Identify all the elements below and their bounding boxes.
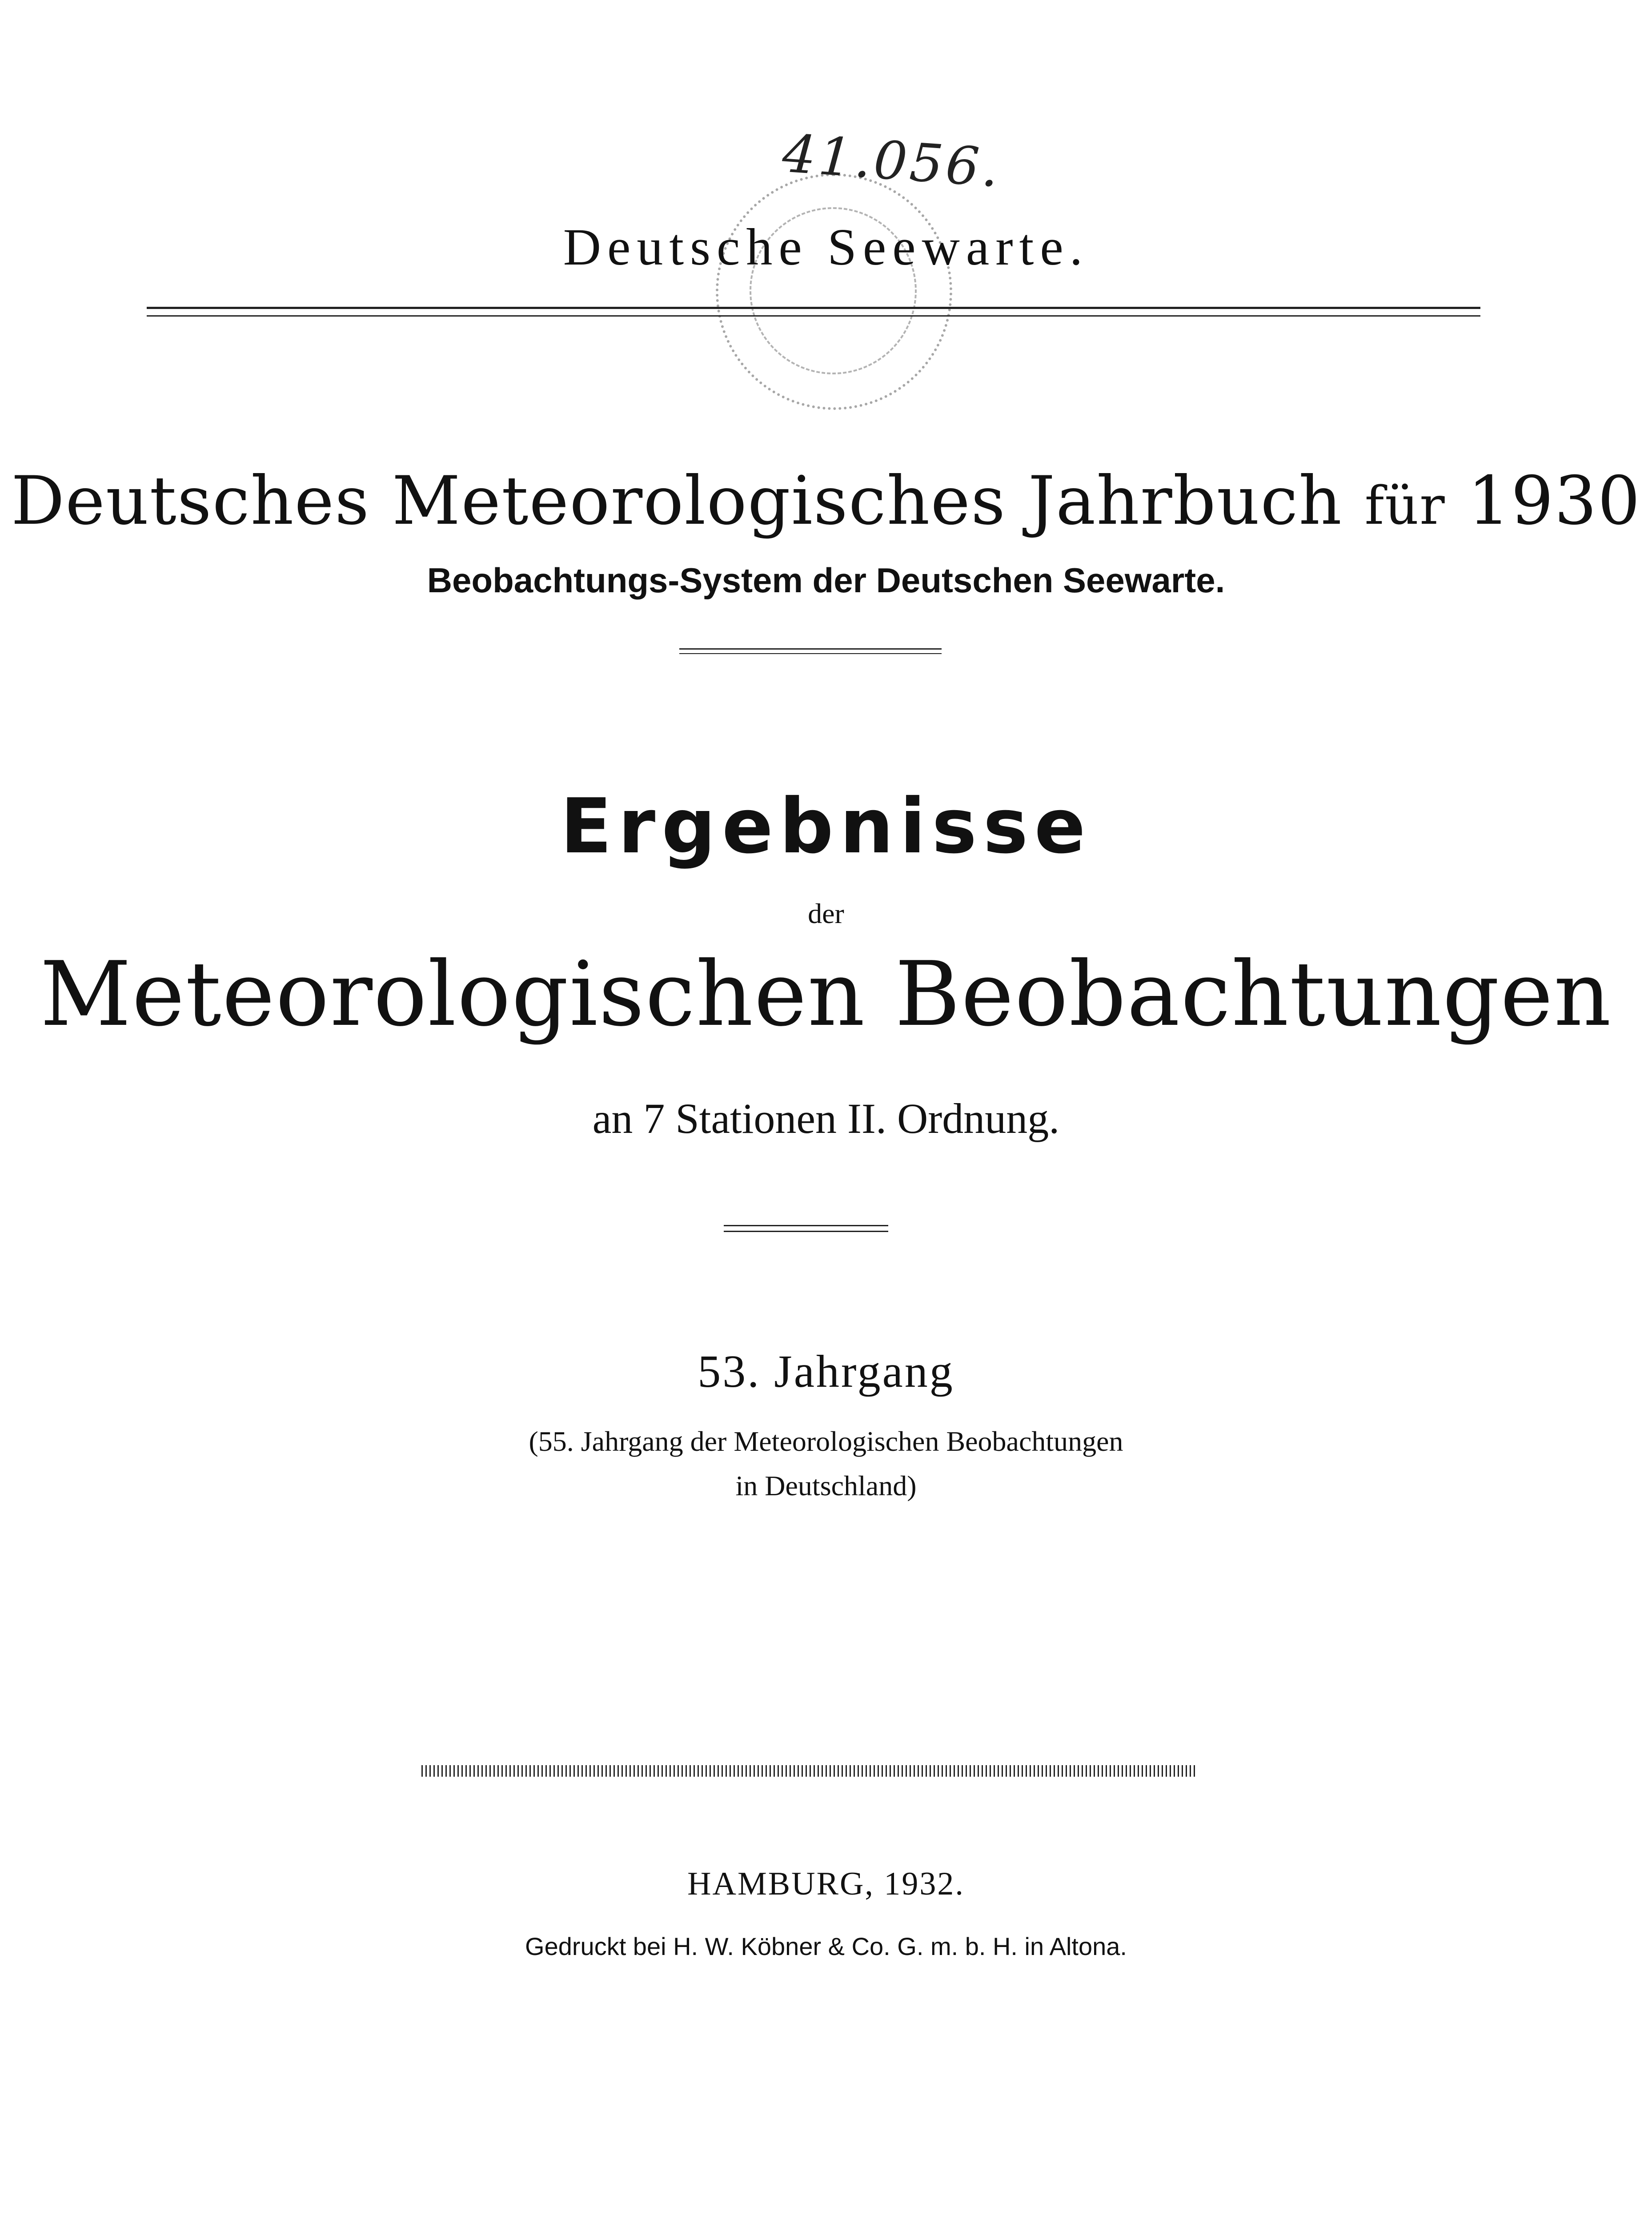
divider-rule-2 [724,1225,888,1232]
divider-rule-1 [679,648,942,654]
edition-note-line1: (55. Jahrgang der Meteorologischen Beobachtungen [529,1425,1123,1457]
yearbook-title-main: Deutsches Meteorologisches Jahrbuch [11,462,1343,540]
edition-note-line2: in Deutschland) [735,1470,917,1501]
dotted-rule [421,1765,1195,1777]
yearbook-title [0,462,1652,540]
yearbook-title-year: 1930 [1468,462,1641,540]
edition-jahrgang: 53. Jahrgang [698,1346,954,1397]
heading-ergebnisse: Ergebnisse [560,783,1092,871]
heading-main: Meteorologischen Beobachtungen [40,943,1612,1046]
double-rule-top [147,307,1480,317]
publisher-name: Deutsche Seewarte. [563,218,1089,276]
yearbook-subtitle: Beobachtungs-System der Deutschen Seewarte. [427,561,1225,600]
imprint-place-year: HAMBURG, 1932. [687,1866,965,1902]
heading-der: der [808,898,844,929]
handwritten-catalogue-number: 41.056. [780,122,1003,199]
imprint-printer: Gedruckt bei H. W. Köbner & Co. G. m. b. H. in Altona. [525,1932,1127,1960]
yearbook-title-fuer: für [1364,475,1446,536]
library-stamp [716,173,952,410]
heading-stationen: an 7 Stationen II. Ordnung. [592,1095,1060,1142]
